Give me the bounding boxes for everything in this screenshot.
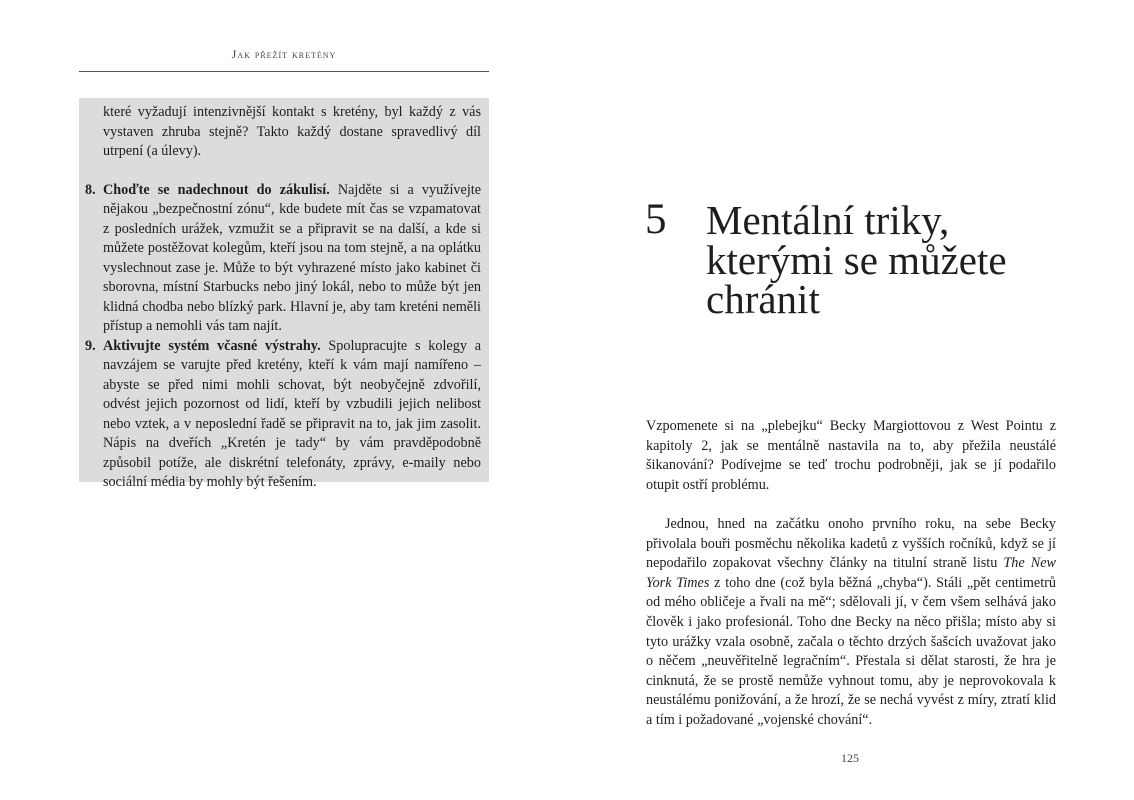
continuation-paragraph: které vyžadují intenzivnější kontakt s kretény, byl každý z vás vystaven zhruba stejně? Takto každý dostane spravedlivý díl utrpení (a úlevy).	[103, 104, 481, 159]
header-rule	[79, 71, 489, 72]
chapter-number: 5	[645, 196, 667, 243]
chapter-body	[646, 417, 1056, 731]
paragraph-text: Jednou, hned na začátku onoho prvního roku, na sebe Becky přivolala bouři posměchu několika kadetů z vyšších ročníků, když se jí nepodařilo zopakovat všechny články na titulní straně listu	[646, 515, 1056, 572]
page-number: 125	[841, 751, 859, 765]
running-head: Jak přežít kretény	[231, 47, 337, 61]
list-item	[85, 337, 481, 493]
newspaper-title: The New York Times	[646, 555, 1056, 591]
list-item	[85, 181, 482, 337]
body-paragraph: Vzpomenete si na „plebejku“ Becky Margiottovou z West Pointu z kapitoly 2, jak se mentálně nastavila na to, aby přežila neustálé šikanování? Podívejme se teď trochu podrobněji, jak se jí podařilo otupit ostří problému.	[646, 418, 1056, 493]
list-item-title: Choďte se nadechnout do zákulisí.	[103, 181, 330, 198]
list-item-number: 8.	[85, 181, 96, 198]
chapter-title: Mentální triky, kterými se můžete chránit	[706, 197, 1007, 322]
sidebar-box-text	[85, 103, 482, 493]
list-item-text: Spolupracujte s kolegy a navzájem se varujte před kretény, kteří k vám mají namířeno – abyste se před nimi mohli schovat, být neobyčejně zdvořilí, odvést jejich pozornost od lidí, kteří by vzbudili jejich nelibost nebo vztek, a v neposlední řadě se připravit na to, jak jim zasolit. Nápis na dveřích „Kretén je tady“ by vám pravděpodobně způsobil potíže, ale diskrétní telefonáty, zprávy, e-maily nebo sociální média by mohly být řešením.	[103, 337, 481, 490]
list-item-number: 9.	[85, 337, 96, 354]
list-item-text: Najděte si a využívejte nějakou „bezpečnostní zónu“, kde budete mít čas se vzpamatovat z posledních urážek, vzmužit se a připravit se na další, a kde si můžete postěžovat kolegům, kteří jsou na tom stejně, a na oplátku vyslechnout zase je. Může to být vyhrazené místo jako kabinet či sborovna, místní Starbucks nebo jiný lokál, nebo to může být jen klidná chodba nebo blízký park. Hlavní je, aby tam kreténi neměli přístup a nemohli vás tam najít.	[103, 181, 482, 334]
body-paragraph	[646, 515, 1056, 731]
list-item-title: Aktivujte systém včasné výstrahy.	[103, 337, 321, 354]
paragraph-text: z toho dne (což byla běžná „chyba“). Stáli „pět centimetrů od mého obličeje a řvali na mě“; sdělovali jí, v čem všem selhává jako člověk i jako profesionál. Toho dne Becky na něco přišla; místo aby si tyto urážky vzala osobně, začala o těchto drzých šašcích uvažovat jako o něčem „neuvěřitelně legračním“. Přestala si dělat starosti, že hra je cinknutá, že se prostě nemůže vyhnout tomu, aby je neprovokovala k neustálému ponižování, a že hrozí, že se nechá vyvést z míry, ztratí klid a tím i požadované „vojenské chování“.	[646, 574, 1056, 728]
